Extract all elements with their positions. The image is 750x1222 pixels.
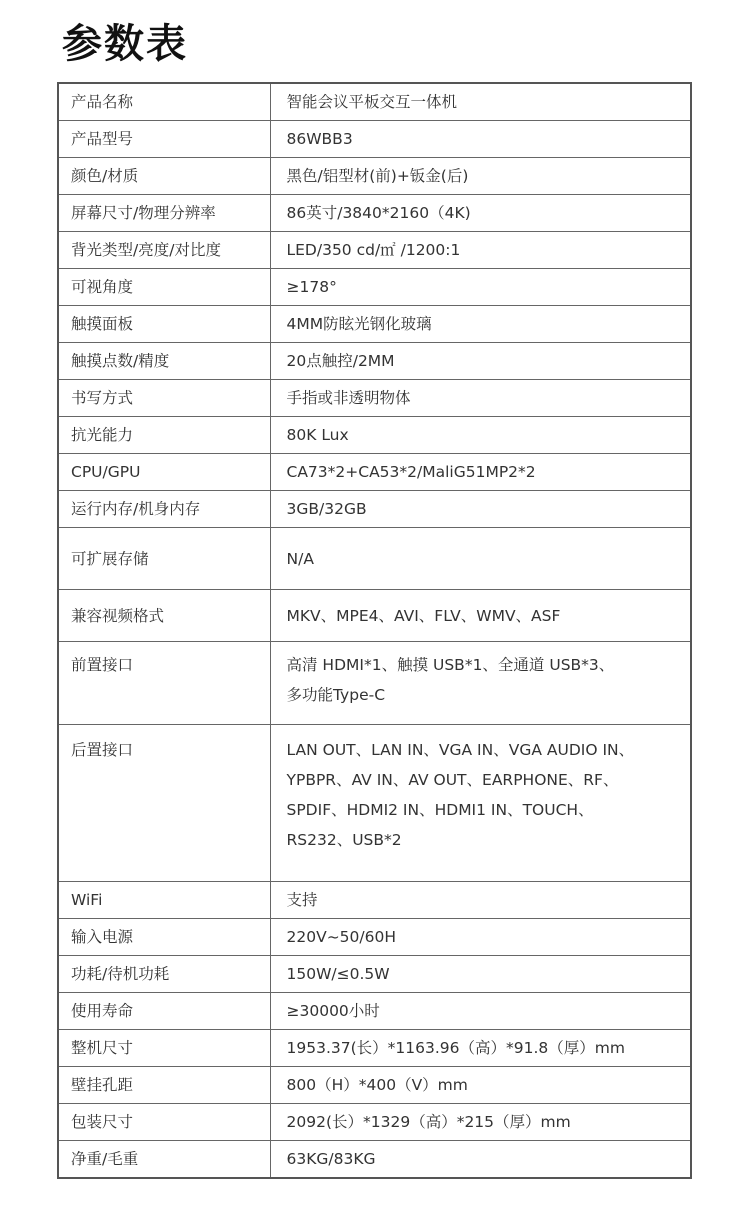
table-row — [58, 306, 691, 343]
spec-value-line: SPDIF、HDMI2 IN、HDMI1 IN、TOUCH、 — [286, 801, 594, 819]
spec-label: 运行内存/机身内存 — [58, 491, 270, 528]
spec-value: 86WBB3 — [270, 121, 691, 158]
spec-label: 净重/毛重 — [58, 1141, 270, 1179]
table-row — [58, 1104, 691, 1141]
spec-value: LED/350 cd/㎡ /1200:1 — [270, 232, 691, 269]
spec-value: 1953.37(长）*1163.96（高）*91.8（厚）mm — [270, 1030, 691, 1067]
table-row — [58, 232, 691, 269]
spec-label: CPU/GPU — [58, 454, 270, 491]
table-row — [58, 528, 691, 590]
table-row — [58, 83, 691, 121]
table-row — [58, 269, 691, 306]
spec-value: 220V~50/60H — [270, 919, 691, 956]
spec-label: 背光类型/亮度/对比度 — [58, 232, 270, 269]
spec-value: 支持 — [270, 882, 691, 919]
table-row — [58, 343, 691, 380]
spec-label: 产品名称 — [58, 83, 270, 121]
spec-label: 包装尺寸 — [58, 1104, 270, 1141]
spec-value: 20点触控/2MM — [270, 343, 691, 380]
spec-label: 产品型号 — [58, 121, 270, 158]
table-row — [58, 956, 691, 993]
spec-value: ≥30000小时 — [270, 993, 691, 1030]
spec-value: 黑色/铝型材(前)+钣金(后) — [270, 158, 691, 195]
page-title: 参数表 — [62, 21, 188, 67]
table-row — [58, 642, 691, 725]
spec-value: N/A — [270, 528, 691, 590]
table-row — [58, 882, 691, 919]
spec-label: 前置接口 — [58, 642, 270, 725]
spec-label: 输入电源 — [58, 919, 270, 956]
table-row — [58, 1067, 691, 1104]
table-row — [58, 725, 691, 882]
spec-value: 86英寸/3840*2160（4K) — [270, 195, 691, 232]
spec-value: CA73*2+CA53*2/MaliG51MP2*2 — [270, 454, 691, 491]
spec-value — [270, 642, 691, 725]
table-row — [58, 380, 691, 417]
spec-label: 书写方式 — [58, 380, 270, 417]
spec-table — [57, 82, 692, 1179]
spec-label: 整机尺寸 — [58, 1030, 270, 1067]
table-row — [58, 121, 691, 158]
table-row — [58, 919, 691, 956]
spec-value: 4MM防眩光钢化玻璃 — [270, 306, 691, 343]
table-row — [58, 1141, 691, 1179]
spec-value: 智能会议平板交互一体机 — [270, 83, 691, 121]
spec-value — [270, 725, 691, 882]
spec-label: 触摸点数/精度 — [58, 343, 270, 380]
spec-value: 800（H）*400（V）mm — [270, 1067, 691, 1104]
spec-value-line: YPBPR、AV IN、AV OUT、EARPHONE、RF、 — [286, 771, 619, 789]
spec-value-line: 多功能Type-C — [286, 686, 386, 704]
spec-label: 壁挂孔距 — [58, 1067, 270, 1104]
table-row — [58, 1030, 691, 1067]
spec-value: ≥178° — [270, 269, 691, 306]
spec-label: 可视角度 — [58, 269, 270, 306]
spec-value: 80K Lux — [270, 417, 691, 454]
spec-value: 3GB/32GB — [270, 491, 691, 528]
spec-label: 抗光能力 — [58, 417, 270, 454]
spec-value-line: 高清 HDMI*1、触摸 USB*1、全通道 USB*3、 — [286, 656, 615, 674]
spec-value: 2092(长）*1329（高）*215（厚）mm — [270, 1104, 691, 1141]
spec-value: MKV、MPE4、AVI、FLV、WMV、ASF — [270, 590, 691, 642]
spec-value: 63KG/83KG — [270, 1141, 691, 1179]
spec-label: 使用寿命 — [58, 993, 270, 1030]
spec-label: 兼容视频格式 — [58, 590, 270, 642]
spec-value-line: LAN OUT、LAN IN、VGA IN、VGA AUDIO IN、 — [286, 741, 635, 759]
table-row — [58, 417, 691, 454]
table-row — [58, 491, 691, 528]
table-row — [58, 590, 691, 642]
spec-label: 功耗/待机功耗 — [58, 956, 270, 993]
spec-label: 颜色/材质 — [58, 158, 270, 195]
spec-label: 屏幕尺寸/物理分辨率 — [58, 195, 270, 232]
table-row — [58, 158, 691, 195]
spec-value: 手指或非透明物体 — [270, 380, 691, 417]
spec-label: 可扩展存储 — [58, 528, 270, 590]
table-row — [58, 195, 691, 232]
table-row — [58, 454, 691, 491]
table-row — [58, 993, 691, 1030]
spec-label: WiFi — [58, 882, 270, 919]
spec-label: 触摸面板 — [58, 306, 270, 343]
spec-value-line: RS232、USB*2 — [286, 831, 402, 849]
spec-label: 后置接口 — [58, 725, 270, 882]
spec-value: 150W/≤0.5W — [270, 956, 691, 993]
